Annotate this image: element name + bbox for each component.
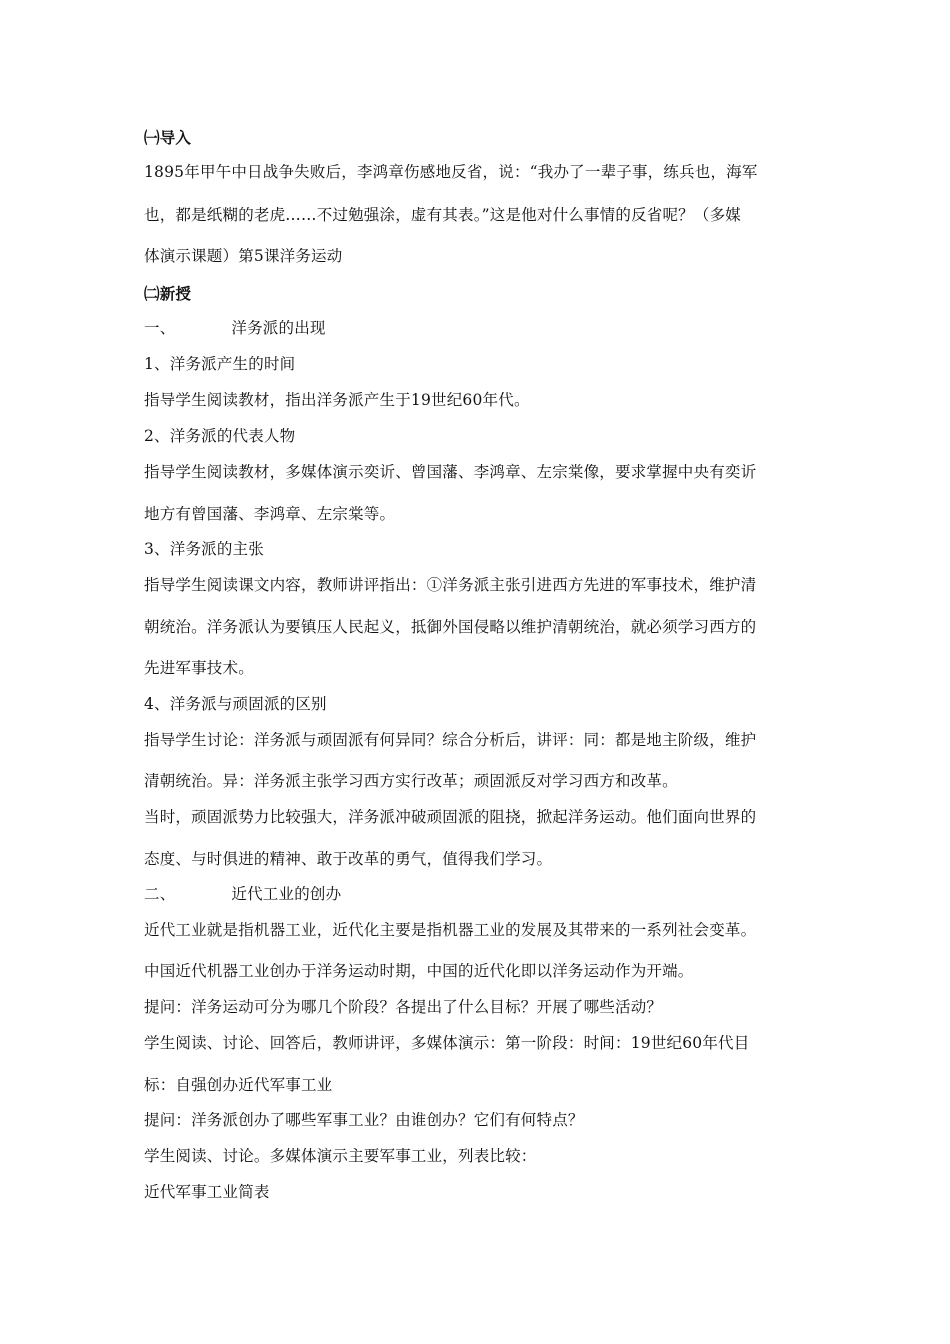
- intro-line-3: 体演示课题）第5课洋务运动: [144, 247, 343, 265]
- part1-sub3-title: 3、洋务派的主张: [144, 540, 264, 558]
- part1-sub2-line-1: 指导学生阅读教材，多媒体演示奕䜣、曾国藩、李鸿章、左宗棠像，要求掌握中央有奕䜣: [144, 463, 757, 481]
- part2-line-4: 学生阅读、讨论、回答后，教师讲评，多媒体演示：第一阶段：时间：19世纪60年代目: [144, 1034, 750, 1052]
- part1-sub3-line-3: 先进军事技术。: [144, 659, 254, 677]
- part2-line-7: 学生阅读、讨论。多媒体演示主要军事工业，列表比较：: [144, 1147, 537, 1165]
- part1-sub3-line-1: 指导学生阅读课文内容，教师讲评指出：①洋务派主张引进西方先进的军事技术，维护清: [144, 576, 757, 594]
- part2-line-1: 近代工业就是指机器工业，近代化主要是指机器工业的发展及其带来的一系列社会变革。: [144, 921, 757, 939]
- part1-sub4-line-4: 态度、与时俱进的精神、敢于改革的勇气，值得我们学习。: [144, 850, 553, 868]
- part2-line-2: 中国近代机器工业创办于洋务运动时期，中国的近代化即以洋务运动作为开端。: [144, 962, 694, 980]
- part1-number: 一、: [144, 319, 176, 337]
- intro-line-1: 1895年甲午中日战争失败后，李鸿章伤感地反省，说：“我办了一辈子事，练兵也，海军: [144, 163, 758, 181]
- section-heading-new: ㈡新授: [144, 284, 192, 303]
- part2-number: 二、: [144, 885, 176, 903]
- part1-sub4-line-2: 清朝统治。异：洋务派主张学习西方实行改革；顽固派反对学习西方和改革。: [144, 772, 678, 790]
- section-heading-intro: ㈠导入: [144, 128, 192, 147]
- part2-line-5: 标：自强创办近代军事工业: [144, 1076, 333, 1094]
- part1-sub2-line-2: 地方有曾国藩、李鸿章、左宗棠等。: [144, 505, 396, 523]
- part1-sub3-line-2: 朝统治。洋务派认为要镇压人民起义，抵御外国侵略以维护清朝统治，就必须学习西方的: [144, 618, 757, 636]
- intro-line-2: 也，都是纸糊的老虎……不过勉强涂，虚有其表。”这是他对什么事情的反省呢？（多媒: [144, 206, 741, 224]
- part1-title: 洋务派的出现: [231, 319, 326, 337]
- part1-sub4-line-1: 指导学生讨论：洋务派与顽固派有何异同？综合分析后，讲评：同：都是地主阶级，维护: [144, 731, 757, 749]
- part2-title: 近代工业的创办: [231, 885, 342, 903]
- part1-sub1-text: 指导学生阅读教材，指出洋务派产生于19世纪60年代。: [144, 391, 530, 409]
- part2-line-8: 近代军事工业简表: [144, 1183, 270, 1201]
- part2-line-6: 提问：洋务派创办了哪些军事工业？由谁创办？它们有何特点？: [144, 1111, 584, 1129]
- part1-heading: [144, 317, 824, 339]
- part1-sub4-line-3: 当时，顽固派势力比较强大，洋务派冲破顽固派的阻挠，掀起洋务运动。他们面向世界的: [144, 808, 757, 826]
- part1-sub4-title: 4、洋务派与顽固派的区别: [144, 695, 327, 713]
- part1-sub1-title: 1、洋务派产生的时间: [144, 355, 296, 373]
- part2-line-3: 提问：洋务运动可分为哪几个阶段？各提出了什么目标？开展了哪些活动？: [144, 998, 663, 1016]
- part1-sub2-title: 2、洋务派的代表人物: [144, 427, 296, 445]
- part2-heading: [144, 883, 824, 905]
